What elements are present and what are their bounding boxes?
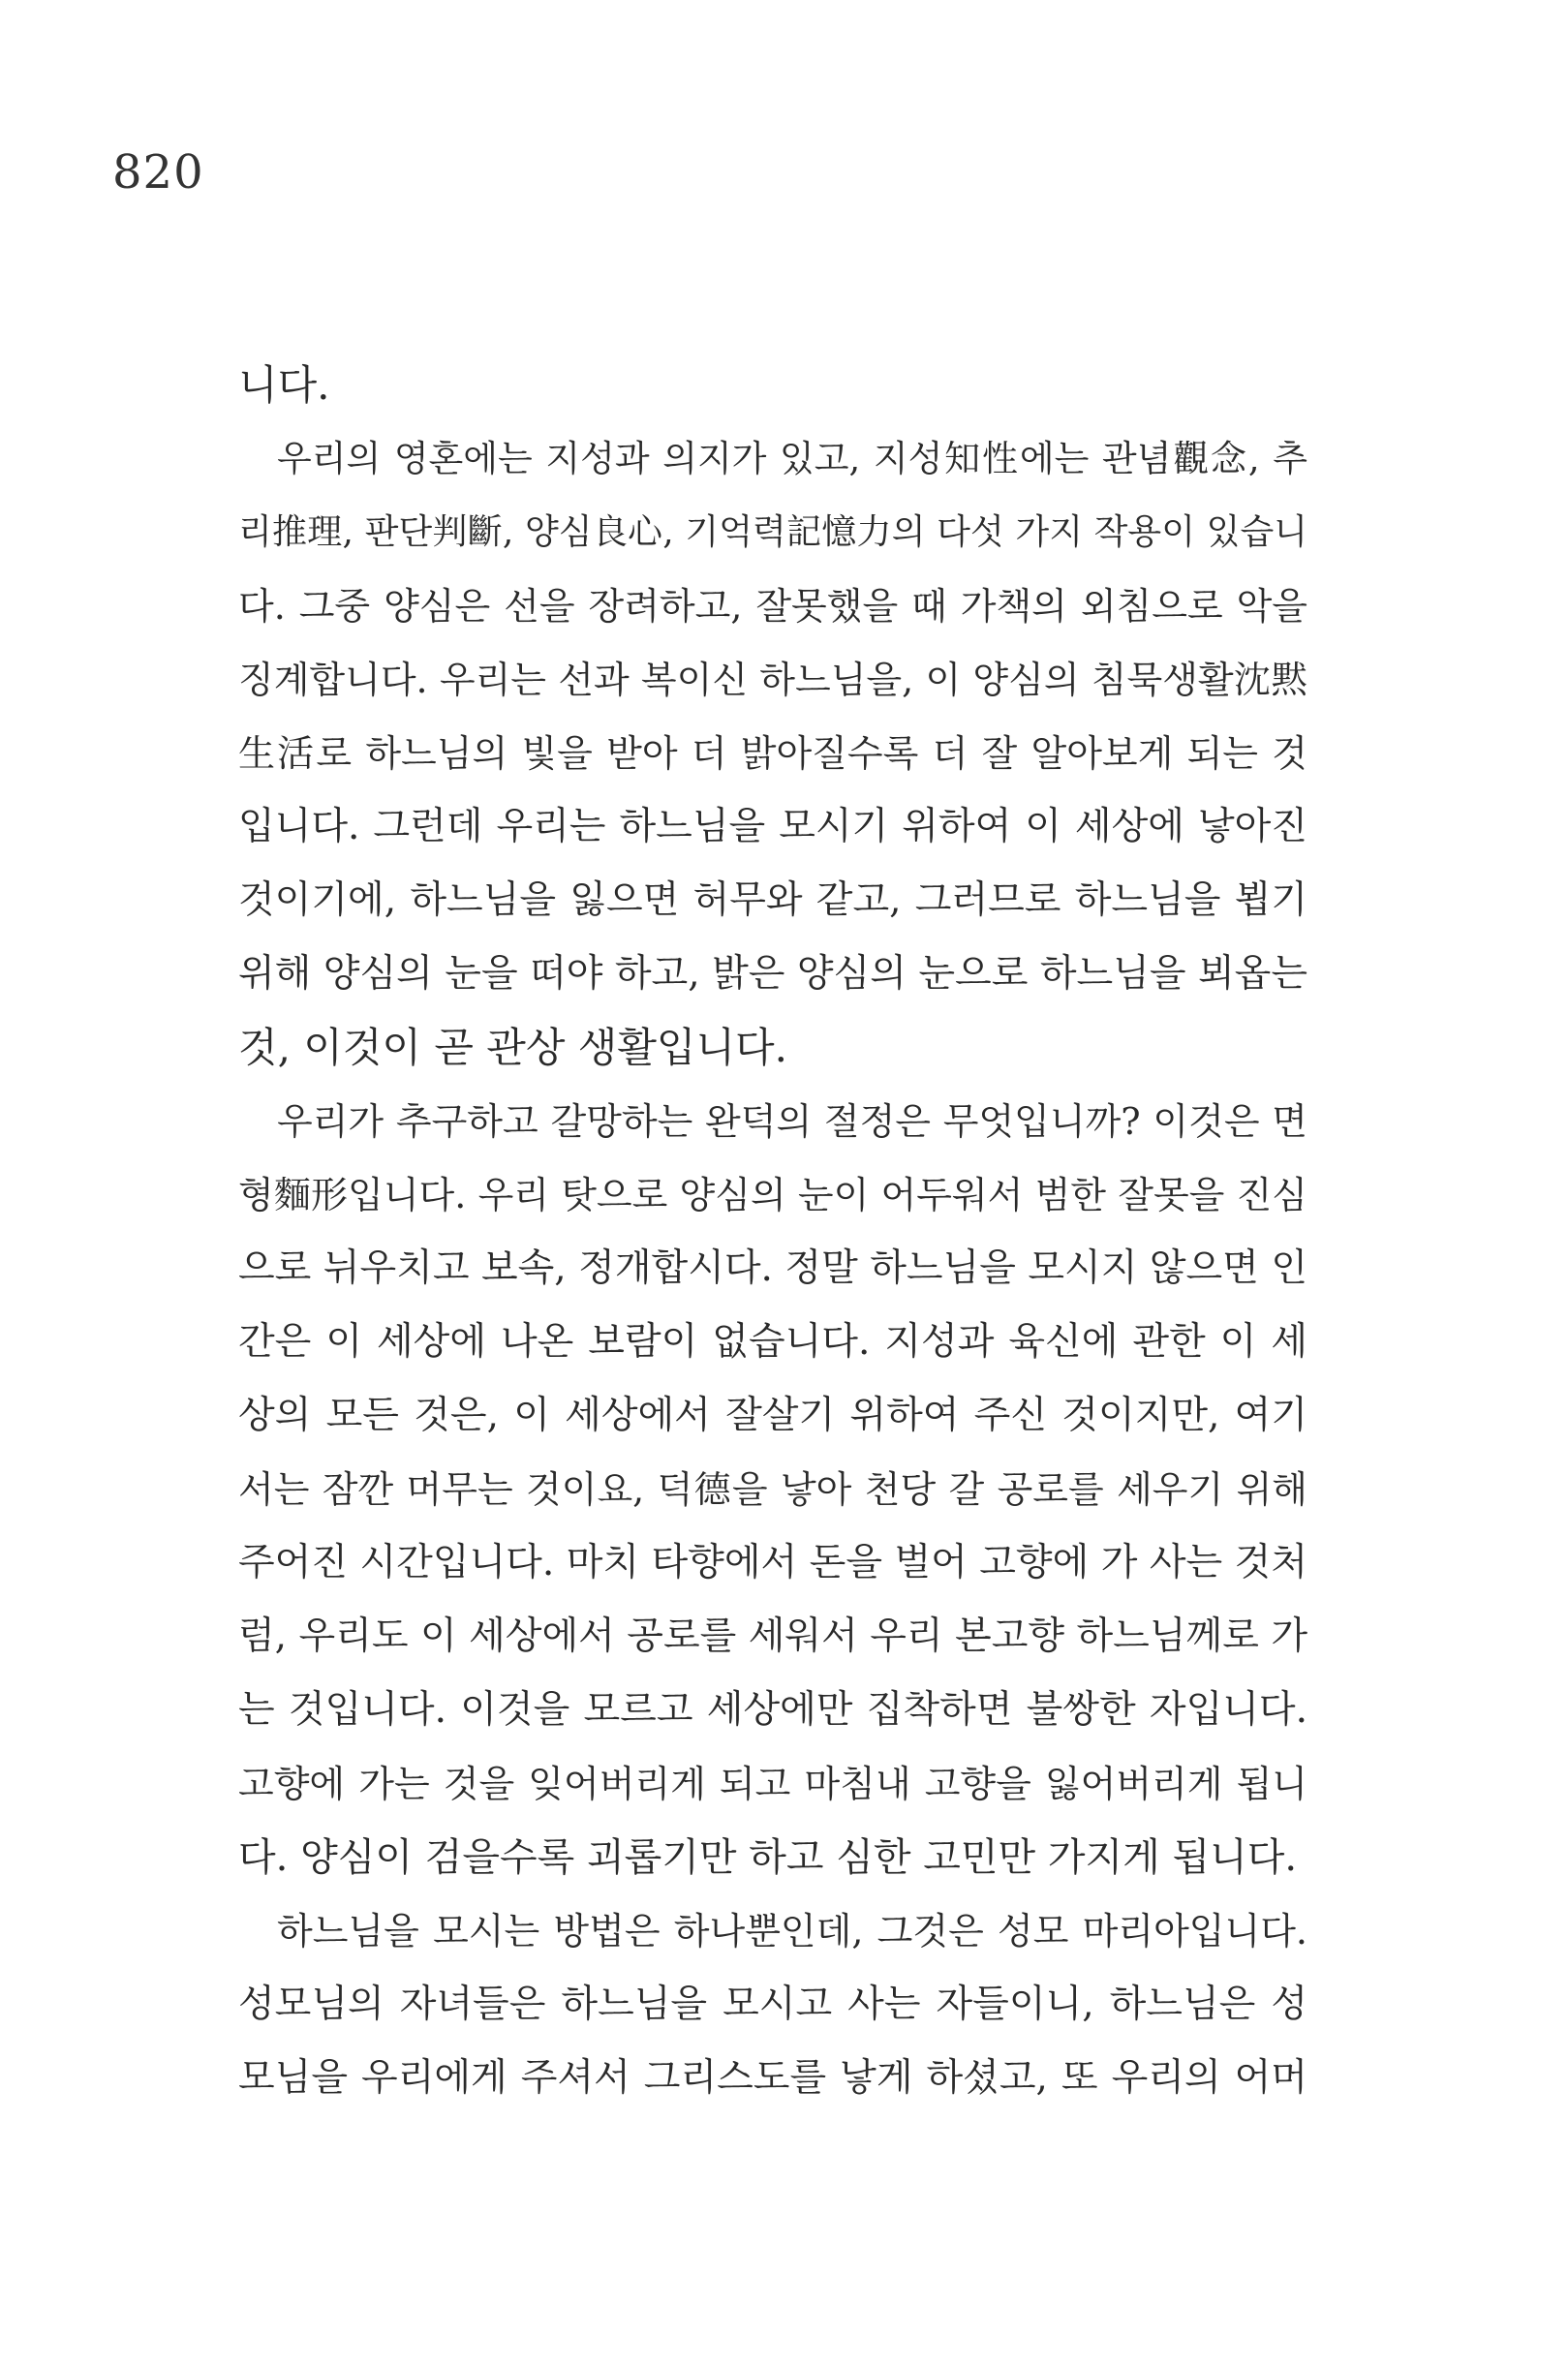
text-line: 다. 그중 양심은 선을 장려하고, 잘못했을 때 가책의 외침으로 악을 bbox=[238, 585, 1307, 628]
text-line: 다. 양심이 검을수록 괴롭기만 하고 심한 고민만 가지게 됩니다. bbox=[238, 1835, 1298, 1880]
text-line: 는 것입니다. 이것을 모르고 세상에만 집착하면 불쌍한 자입니다. bbox=[238, 1688, 1307, 1732]
text-line: 징계합니다. 우리는 선과 복이신 하느님을, 이 양심의 침묵생활沈黙 bbox=[238, 659, 1307, 701]
text-line: 성모님의 자녀들은 하느님을 모시고 사는 자들이니, 하느님은 성 bbox=[238, 1983, 1307, 2026]
text-line: 生活로 하느님의 빛을 받아 더 밝아질수록 더 잘 알아보게 되는 것 bbox=[238, 732, 1307, 775]
text-line: 리推理, 판단判斷, 양심良心, 기억력記憶力의 다섯 가지 작용이 있습니 bbox=[238, 512, 1307, 552]
text-line: 서는 잠깐 머무는 것이요, 덕德을 낳아 천당 갈 공로를 세우기 위해 bbox=[238, 1468, 1307, 1511]
text-line: 으로 뉘우치고 보속, 정개합시다. 정말 하느님을 모시지 않으면 인 bbox=[238, 1246, 1307, 1290]
page-number: 820 bbox=[112, 145, 204, 200]
text-line: 고향에 가는 것을 잊어버리게 되고 마침내 고향을 잃어버리게 됩니 bbox=[238, 1763, 1307, 1805]
body-text bbox=[238, 349, 1307, 2115]
text-line: 것, 이것이 곧 관상 생활입니다. bbox=[238, 1024, 787, 1071]
text-line: 위해 양심의 눈을 떠야 하고, 밝은 양심의 눈으로 하느님을 뵈옵는 bbox=[238, 952, 1307, 996]
text-line: 니다. bbox=[238, 361, 330, 409]
text-line: 하느님을 모시는 방법은 하나뿐인데, 그것은 성모 마리아입니다. bbox=[277, 1910, 1307, 1953]
text-line: 럼, 우리도 이 세상에서 공로를 세워서 우리 본고향 하느님께로 가 bbox=[238, 1615, 1307, 1658]
text-line: 간은 이 세상에 나온 보람이 없습니다. 지성과 육신에 관한 이 세 bbox=[238, 1320, 1307, 1364]
text-line: 입니다. 그런데 우리는 하느님을 모시기 위하여 이 세상에 낳아진 bbox=[238, 805, 1307, 848]
text-line: 모님을 우리에게 주셔서 그리스도를 낳게 하셨고, 또 우리의 어머 bbox=[238, 2056, 1307, 2100]
text-line: 형麵形입니다. 우리 탓으로 양심의 눈이 어두워서 범한 잘못을 진심 bbox=[238, 1174, 1307, 1216]
text-line: 상의 모든 것은, 이 세상에서 잘살기 위하여 주신 것이지만, 여기 bbox=[238, 1394, 1307, 1437]
text-line: 우리가 추구하고 갈망하는 완덕의 절정은 무엇입니까? 이것은 면 bbox=[277, 1100, 1307, 1143]
text-line: 우리의 영혼에는 지성과 의지가 있고, 지성知性에는 관념觀念, 추 bbox=[277, 438, 1307, 479]
text-line: 주어진 시간입니다. 마치 타향에서 돈을 벌어 고향에 가 사는 것처 bbox=[238, 1541, 1307, 1584]
text-line: 것이기에, 하느님을 잃으면 허무와 같고, 그러므로 하느님을 뵙기 bbox=[238, 878, 1307, 922]
